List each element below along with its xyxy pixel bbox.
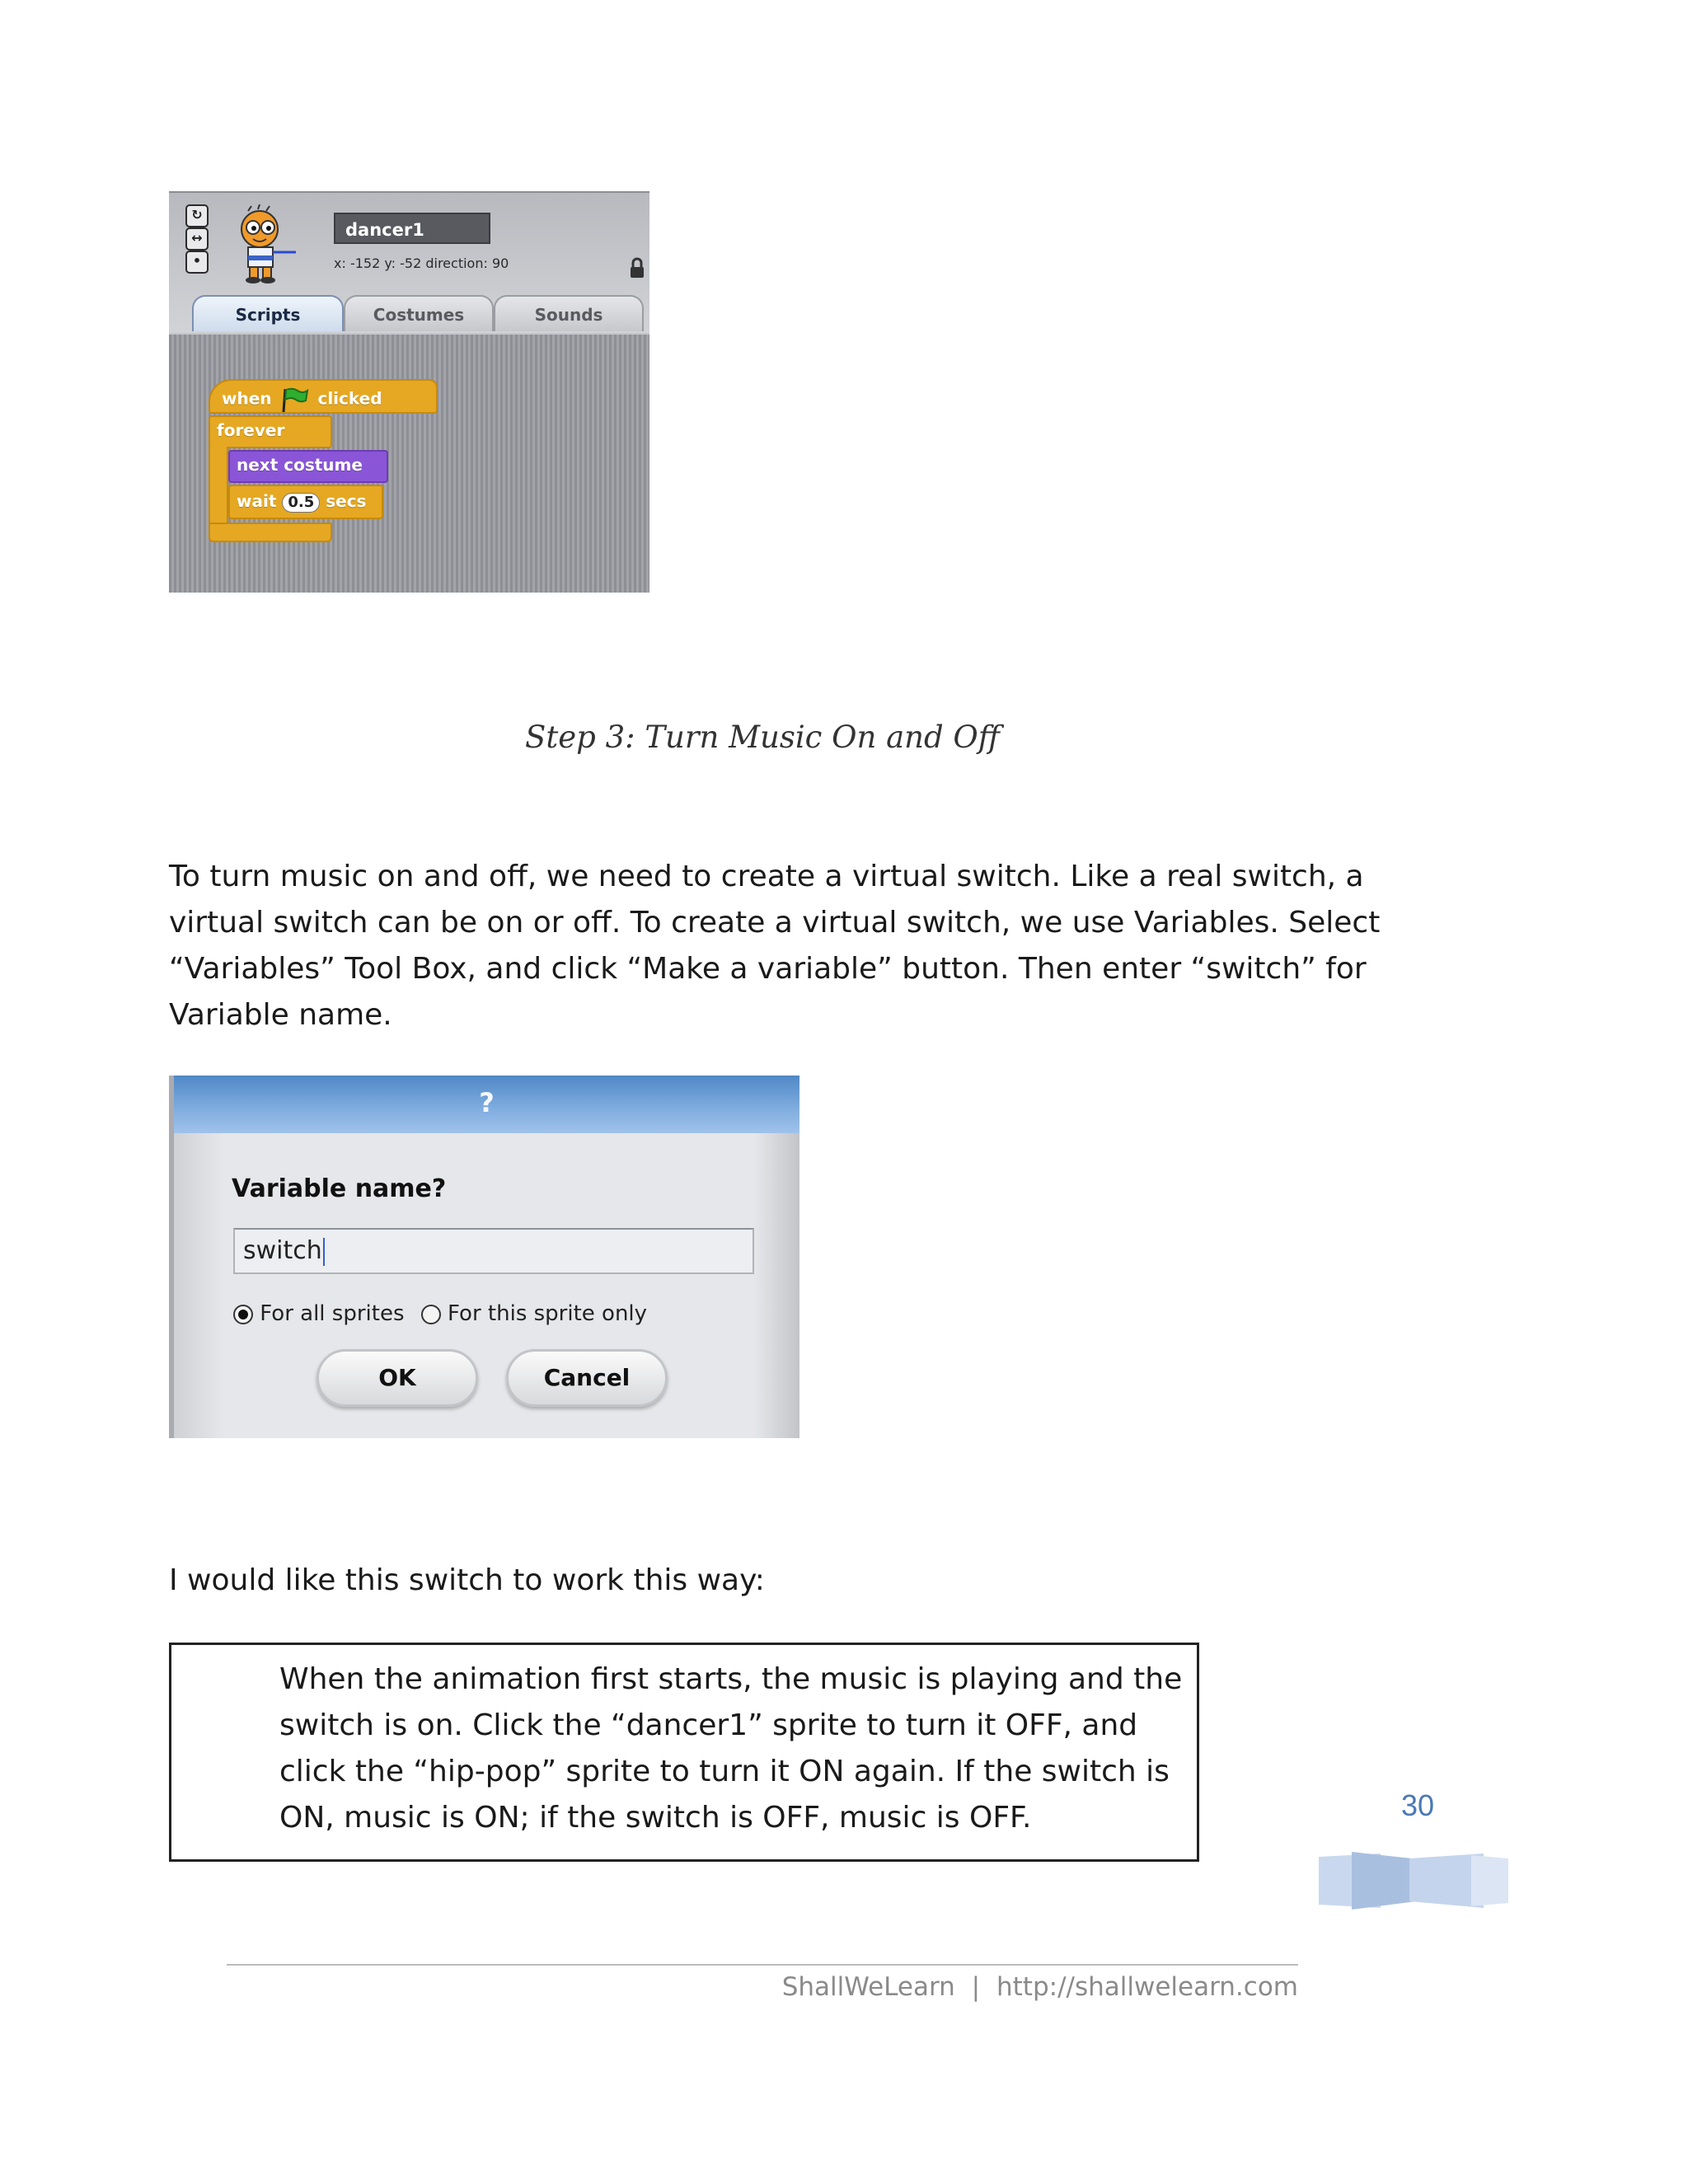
footer [227, 1972, 1298, 2002]
switch-behavior-text: When the animation first starts, the music is playing and the switch is on. Click the “dancer1” sprite to turn it OFF, and click the “hip-pop” sprite to turn it ON again. If the switch is ON, music is ON; if the switch is OFF, music is OFF. [279, 1662, 1183, 1835]
scope-radio-group [233, 1301, 647, 1326]
radio-for-all-sprites-label: For all sprites [260, 1301, 405, 1326]
hat-clicked-label: clicked [317, 388, 382, 409]
secs-label: secs [326, 491, 367, 511]
variable-name-dialog-screenshot [169, 1076, 799, 1438]
scripts-area[interactable] [169, 335, 649, 593]
tab-sounds[interactable]: Sounds [494, 295, 644, 331]
forever-block-bottom [209, 523, 332, 542]
variable-name-prompt: Variable name? [232, 1174, 447, 1203]
next-costume-block[interactable] [228, 450, 388, 483]
lock-icon[interactable] [629, 257, 645, 279]
footer-site-name: ShallWeLearn [781, 1972, 955, 2002]
footer-separator: | [971, 1972, 981, 2002]
no-rotate-icon[interactable]: • [185, 251, 209, 274]
wait-secs-block[interactable] [228, 485, 383, 519]
footer-divider [227, 1964, 1298, 1966]
sprite-coordinates-readout: x: -152 y: -52 direction: 90 [334, 255, 509, 271]
page-number: 30 [1401, 1788, 1435, 1822]
dancer-sprite-thumbnail-icon [228, 204, 299, 284]
step-caption: Step 3: Turn Music On and Off [525, 719, 1000, 755]
text-caret [323, 1238, 325, 1266]
rotate-full-icon[interactable]: ↻ [185, 204, 209, 227]
hat-when-label: when [222, 388, 272, 409]
instruction-paragraph: To turn music on and off, we need to create a virtual switch. Like a real switch, a virtual switch can be on or off. To create a virtual switch, we use Variables. Select “Variables” Tool Box, and click “Make a variable” button. Then enter “switch” for Variable name. [169, 860, 1381, 1032]
forever-label: forever [217, 420, 285, 440]
page-corner-decoration-icon [1319, 1850, 1508, 1912]
variable-name-value: switch [243, 1236, 322, 1265]
wait-seconds-input[interactable]: 0.5 [282, 493, 320, 513]
cancel-button[interactable]: Cancel [506, 1349, 668, 1407]
wait-label: wait [237, 491, 277, 511]
when-flag-clicked-block[interactable] [209, 379, 438, 414]
ok-button[interactable]: OK [316, 1349, 478, 1407]
switch-intro-paragraph: I would like this switch to work this way: [169, 1563, 765, 1597]
footer-url-link[interactable]: http://shallwelearn.com [996, 1972, 1298, 2002]
variable-name-input[interactable] [233, 1228, 754, 1274]
next-costume-label: next costume [237, 455, 363, 475]
dialog-body [174, 1133, 799, 1438]
forever-block-arm [209, 447, 228, 524]
forever-block[interactable] [209, 415, 332, 448]
radio-for-this-sprite-only[interactable] [421, 1305, 441, 1324]
radio-for-all-sprites[interactable] [233, 1305, 253, 1324]
sprite-info-header [169, 193, 649, 333]
switch-behavior-box [169, 1643, 1199, 1862]
scratch-sprite-panel-screenshot [169, 191, 649, 593]
tab-scripts[interactable]: Scripts [192, 295, 344, 331]
rotate-left-right-icon[interactable]: ↔ [185, 227, 209, 251]
green-flag-icon [281, 387, 309, 412]
radio-for-this-sprite-only-label: For this sprite only [448, 1301, 648, 1326]
sprite-name-field[interactable]: dancer1 [334, 213, 490, 244]
tab-costumes[interactable]: Costumes [344, 295, 494, 331]
dialog-title: ? [479, 1087, 495, 1118]
